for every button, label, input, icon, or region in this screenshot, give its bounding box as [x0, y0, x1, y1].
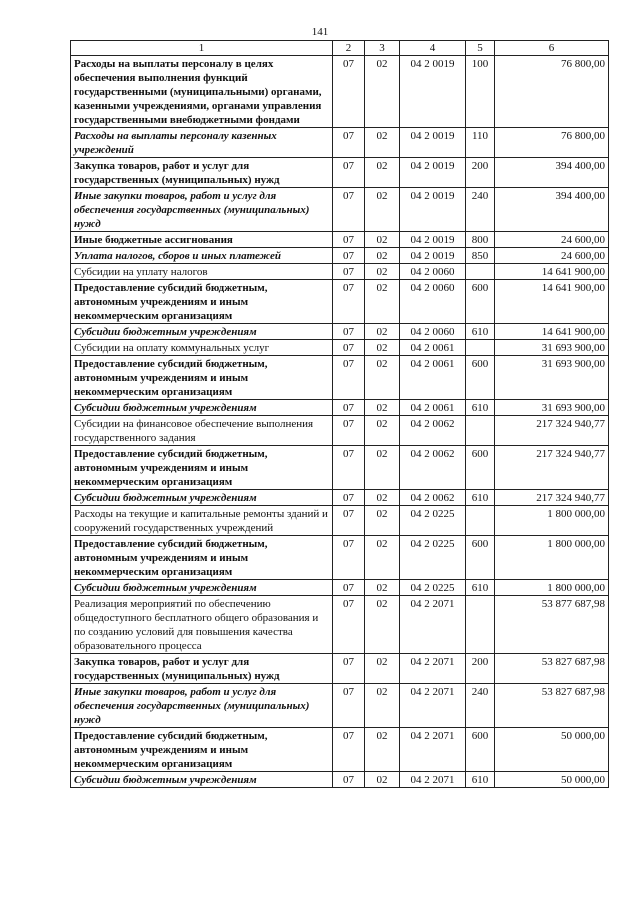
budget-table: [70, 40, 609, 788]
table-row: [71, 56, 609, 128]
cell-subsection: 02: [365, 264, 400, 280]
cell-amount: 31 693 900,00: [495, 356, 609, 400]
cell-target-article: 04 2 0062: [400, 446, 466, 490]
table-row: [71, 654, 609, 684]
cell-subsection: 02: [365, 580, 400, 596]
cell-name: Расходы на текущие и капитальные ремонты зданий и сооружений государственных учреждений: [71, 506, 333, 536]
cell-section: 07: [333, 324, 365, 340]
cell-expense-type: 610: [466, 490, 495, 506]
column-header: 6: [495, 41, 609, 56]
cell-name: Предоставление субсидий бюджетным, автономным учреждениям и иным некоммерческим организациям: [71, 356, 333, 400]
cell-name: Субсидии на оплату коммунальных услуг: [71, 340, 333, 356]
table-row: [71, 728, 609, 772]
cell-subsection: 02: [365, 356, 400, 400]
cell-section: 07: [333, 416, 365, 446]
cell-section: 07: [333, 340, 365, 356]
cell-expense-type: 600: [466, 728, 495, 772]
table-row: [71, 536, 609, 580]
cell-amount: 53 827 687,98: [495, 654, 609, 684]
table-header: [71, 41, 609, 56]
cell-expense-type: 800: [466, 232, 495, 248]
cell-target-article: 04 2 0060: [400, 324, 466, 340]
cell-subsection: 02: [365, 158, 400, 188]
header-row: [71, 41, 609, 56]
cell-name: Предоставление субсидий бюджетным, автономным учреждениям и иным некоммерческим организациям: [71, 280, 333, 324]
cell-target-article: 04 2 0060: [400, 264, 466, 280]
cell-subsection: 02: [365, 728, 400, 772]
cell-target-article: 04 2 0019: [400, 128, 466, 158]
cell-subsection: 02: [365, 128, 400, 158]
table-row: [71, 264, 609, 280]
cell-name: Предоставление субсидий бюджетным, автономным учреждениям и иным некоммерческим организациям: [71, 446, 333, 490]
cell-section: 07: [333, 728, 365, 772]
cell-subsection: 02: [365, 400, 400, 416]
table-row: [71, 248, 609, 264]
cell-name: Субсидии на уплату налогов: [71, 264, 333, 280]
table-row: [71, 446, 609, 490]
cell-name: Субсидии бюджетным учреждениям: [71, 772, 333, 788]
cell-subsection: 02: [365, 596, 400, 654]
cell-amount: 394 400,00: [495, 188, 609, 232]
cell-target-article: 04 2 0062: [400, 416, 466, 446]
cell-section: 07: [333, 232, 365, 248]
cell-target-article: 04 2 0019: [400, 188, 466, 232]
cell-subsection: 02: [365, 232, 400, 248]
cell-name: Иные закупки товаров, работ и услуг для обеспечения государственных (муниципальных) нужд: [71, 188, 333, 232]
cell-target-article: 04 2 0225: [400, 506, 466, 536]
cell-section: 07: [333, 506, 365, 536]
cell-subsection: 02: [365, 506, 400, 536]
table-body: [71, 56, 609, 788]
cell-subsection: 02: [365, 536, 400, 580]
column-header: 5: [466, 41, 495, 56]
cell-section: 07: [333, 128, 365, 158]
cell-amount: 31 693 900,00: [495, 340, 609, 356]
cell-name: Закупка товаров, работ и услуг для государственных (муниципальных) нужд: [71, 654, 333, 684]
table-row: [71, 684, 609, 728]
cell-section: 07: [333, 490, 365, 506]
cell-subsection: 02: [365, 684, 400, 728]
cell-amount: 50 000,00: [495, 772, 609, 788]
cell-expense-type: 850: [466, 248, 495, 264]
cell-expense-type: 610: [466, 324, 495, 340]
table-row: [71, 128, 609, 158]
cell-section: 07: [333, 596, 365, 654]
cell-section: 07: [333, 188, 365, 232]
cell-subsection: 02: [365, 446, 400, 490]
cell-target-article: 04 2 0019: [400, 158, 466, 188]
cell-target-article: 04 2 2071: [400, 728, 466, 772]
cell-amount: 217 324 940,77: [495, 490, 609, 506]
cell-name: Субсидии бюджетным учреждениям: [71, 400, 333, 416]
cell-expense-type: 240: [466, 188, 495, 232]
cell-subsection: 02: [365, 324, 400, 340]
cell-section: 07: [333, 264, 365, 280]
table-row: [71, 400, 609, 416]
cell-section: 07: [333, 684, 365, 728]
table-row: [71, 356, 609, 400]
cell-section: 07: [333, 56, 365, 128]
table-row: [71, 506, 609, 536]
cell-amount: 31 693 900,00: [495, 400, 609, 416]
cell-expense-type: 110: [466, 128, 495, 158]
cell-subsection: 02: [365, 280, 400, 324]
table-row: [71, 772, 609, 788]
cell-section: 07: [333, 158, 365, 188]
column-header: 1: [71, 41, 333, 56]
cell-name: Предоставление субсидий бюджетным, автономным учреждениям и иным некоммерческим организациям: [71, 728, 333, 772]
cell-section: 07: [333, 446, 365, 490]
cell-target-article: 04 2 2071: [400, 684, 466, 728]
cell-name: Иные бюджетные ассигнования: [71, 232, 333, 248]
cell-expense-type: [466, 264, 495, 280]
cell-amount: 217 324 940,77: [495, 446, 609, 490]
cell-subsection: 02: [365, 772, 400, 788]
cell-target-article: 04 2 0061: [400, 340, 466, 356]
cell-amount: 14 641 900,00: [495, 264, 609, 280]
cell-expense-type: [466, 506, 495, 536]
cell-amount: 24 600,00: [495, 232, 609, 248]
cell-expense-type: 610: [466, 772, 495, 788]
cell-target-article: 04 2 0061: [400, 356, 466, 400]
cell-amount: 50 000,00: [495, 728, 609, 772]
column-header: 3: [365, 41, 400, 56]
cell-target-article: 04 2 0019: [400, 56, 466, 128]
cell-target-article: 04 2 0225: [400, 580, 466, 596]
cell-amount: 53 827 687,98: [495, 684, 609, 728]
cell-section: 07: [333, 654, 365, 684]
cell-target-article: 04 2 2071: [400, 596, 466, 654]
cell-amount: 14 641 900,00: [495, 280, 609, 324]
cell-name: Иные закупки товаров, работ и услуг для обеспечения государственных (муниципальных) нужд: [71, 684, 333, 728]
cell-expense-type: 610: [466, 580, 495, 596]
table-row: [71, 188, 609, 232]
column-header: 2: [333, 41, 365, 56]
cell-target-article: 04 2 0060: [400, 280, 466, 324]
page-number: 141: [311, 26, 329, 38]
cell-target-article: 04 2 2071: [400, 772, 466, 788]
cell-name: Расходы на выплаты персоналу казенных учреждений: [71, 128, 333, 158]
cell-target-article: 04 2 2071: [400, 654, 466, 684]
cell-amount: 76 800,00: [495, 128, 609, 158]
cell-amount: 14 641 900,00: [495, 324, 609, 340]
cell-target-article: 04 2 0019: [400, 232, 466, 248]
cell-subsection: 02: [365, 490, 400, 506]
cell-name: Субсидии бюджетным учреждениям: [71, 490, 333, 506]
cell-amount: 217 324 940,77: [495, 416, 609, 446]
cell-section: 07: [333, 280, 365, 324]
cell-expense-type: [466, 416, 495, 446]
cell-amount: 1 800 000,00: [495, 506, 609, 536]
cell-expense-type: 200: [466, 158, 495, 188]
cell-amount: 76 800,00: [495, 56, 609, 128]
table-row: [71, 280, 609, 324]
cell-subsection: 02: [365, 56, 400, 128]
table-row: [71, 596, 609, 654]
cell-expense-type: 610: [466, 400, 495, 416]
cell-target-article: 04 2 0062: [400, 490, 466, 506]
table-row: [71, 490, 609, 506]
cell-expense-type: [466, 340, 495, 356]
cell-amount: 53 877 687,98: [495, 596, 609, 654]
cell-amount: 24 600,00: [495, 248, 609, 264]
cell-expense-type: 600: [466, 446, 495, 490]
cell-expense-type: 100: [466, 56, 495, 128]
cell-expense-type: 240: [466, 684, 495, 728]
cell-name: Уплата налогов, сборов и иных платежей: [71, 248, 333, 264]
cell-section: 07: [333, 772, 365, 788]
cell-section: 07: [333, 248, 365, 264]
table-row: [71, 232, 609, 248]
cell-target-article: 04 2 0019: [400, 248, 466, 264]
table-row: [71, 580, 609, 596]
cell-target-article: 04 2 0225: [400, 536, 466, 580]
cell-amount: 1 800 000,00: [495, 580, 609, 596]
cell-name: Субсидии на финансовое обеспечение выполнения государственного задания: [71, 416, 333, 446]
cell-section: 07: [333, 400, 365, 416]
cell-name: Реализация мероприятий по обеспечению общедоступного бесплатного общего образования и по созданию условий для повышения качества образовательного процесса: [71, 596, 333, 654]
cell-name: Расходы на выплаты персоналу в целях обеспечения выполнения функций государственными (муниципальными) органами, казенными учреждениями, органами управления государственными внебюджетными фондами: [71, 56, 333, 128]
cell-section: 07: [333, 580, 365, 596]
cell-subsection: 02: [365, 340, 400, 356]
cell-name: Закупка товаров, работ и услуг для государственных (муниципальных) нужд: [71, 158, 333, 188]
cell-subsection: 02: [365, 654, 400, 684]
cell-expense-type: 600: [466, 536, 495, 580]
cell-subsection: 02: [365, 416, 400, 446]
cell-name: Предоставление субсидий бюджетным, автономным учреждениям и иным некоммерческим организациям: [71, 536, 333, 580]
cell-section: 07: [333, 356, 365, 400]
cell-amount: 1 800 000,00: [495, 536, 609, 580]
cell-expense-type: 600: [466, 356, 495, 400]
table-row: [71, 324, 609, 340]
table-row: [71, 416, 609, 446]
cell-section: 07: [333, 536, 365, 580]
cell-subsection: 02: [365, 248, 400, 264]
cell-expense-type: 600: [466, 280, 495, 324]
cell-name: Субсидии бюджетным учреждениям: [71, 324, 333, 340]
column-header: 4: [400, 41, 466, 56]
table-row: [71, 158, 609, 188]
cell-expense-type: 200: [466, 654, 495, 684]
table-row: [71, 340, 609, 356]
cell-expense-type: [466, 596, 495, 654]
cell-name: Субсидии бюджетным учреждениям: [71, 580, 333, 596]
cell-subsection: 02: [365, 188, 400, 232]
cell-amount: 394 400,00: [495, 158, 609, 188]
cell-target-article: 04 2 0061: [400, 400, 466, 416]
